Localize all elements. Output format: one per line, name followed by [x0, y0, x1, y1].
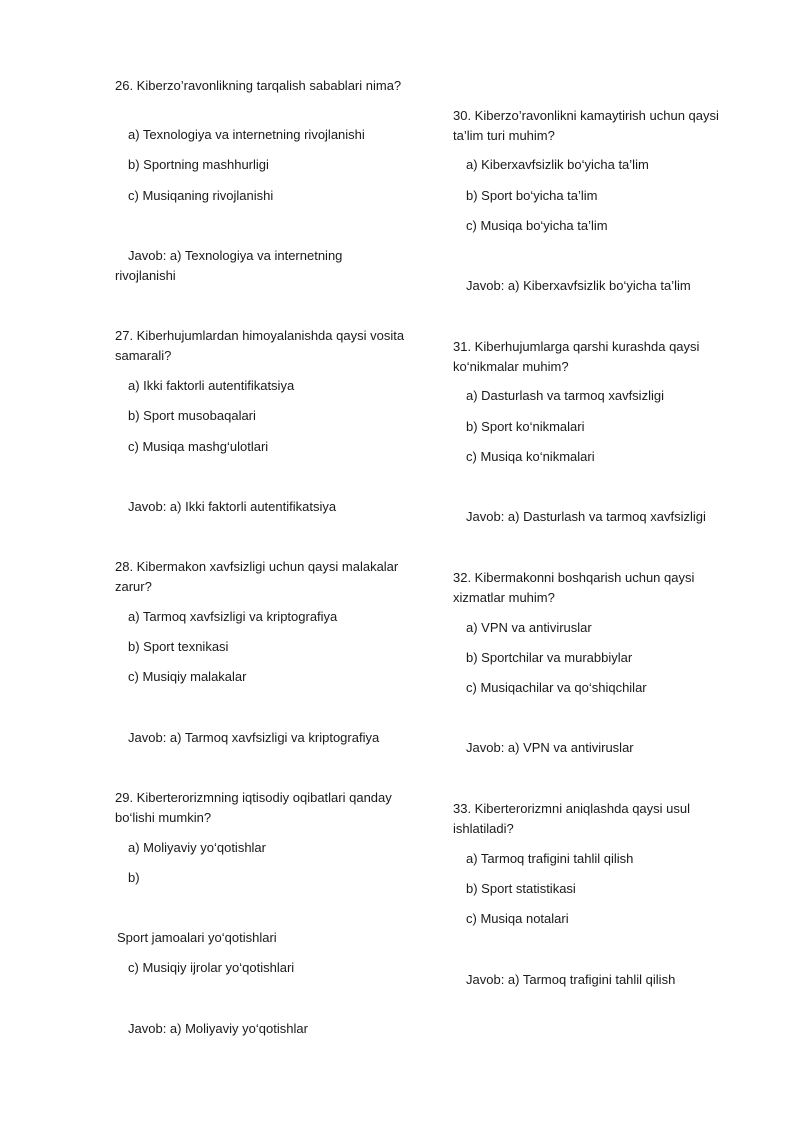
option-32-b: b) Sportchilar va murabbiylar [466, 650, 633, 665]
option-33-b: b) Sport statistikasi [466, 881, 576, 896]
question-31: 31. Kiberhujumlarga qarshi kurashda qaysi ko‘nikmalar muhim? [453, 339, 700, 374]
answer-26-line2: rivojlanishi [115, 268, 176, 283]
option-32-c: c) Musiqachilar va qo‘shiqchilar [466, 680, 647, 695]
option-29-a: a) Moliyaviy yo‘qotishlar [128, 840, 266, 855]
answer-28: Javob: a) Tarmoq xavfsizligi va kriptografiya [128, 730, 380, 745]
option-29-b: b) [128, 870, 140, 885]
answer-27: Javob: a) Ikki faktorli autentifikatsiya [128, 499, 337, 514]
option-30-b: b) Sport bo‘yicha ta’lim [466, 188, 598, 203]
question-26: 26. Kiberzo’ravonlikning tarqalish sabablari nima? [115, 78, 402, 93]
answer-33: Javob: a) Tarmoq trafigini tahlil qilish [466, 972, 676, 987]
answer-29: Javob: a) Moliyaviy yo‘qotishlar [128, 1021, 308, 1036]
option-33-c: c) Musiqa notalari [466, 911, 569, 926]
option-26-c: c) Musiqaning rivojlanishi [128, 188, 274, 203]
question-28: 28. Kibermakon xavfsizligi uchun qaysi malakalar zarur? [115, 559, 399, 594]
option-28-b: b) Sport texnikasi [128, 639, 229, 654]
option-27-c: c) Musiqa mashg‘ulotlari [128, 439, 269, 454]
option-29-c: c) Musiqiy ijrolar yo‘qotishlari [128, 960, 295, 975]
option-26-b: b) Sportning mashhurligi [128, 157, 269, 172]
answer-31: Javob: a) Dasturlash va tarmoq xavfsizligi [466, 509, 706, 524]
option-31-c: c) Musiqa ko‘nikmalari [466, 449, 595, 464]
option-27-b: b) Sport musobaqalari [128, 408, 256, 423]
option-32-a: a) VPN va antiviruslar [466, 620, 592, 635]
option-30-c: c) Musiqa bo‘yicha ta’lim [466, 218, 608, 233]
question-27: 27. Kiberhujumlardan himoyalanishda qaysi vosita samarali? [115, 328, 405, 363]
question-33: 33. Kiberterorizmni aniqlashda qaysi usul ishlatiladi? [453, 801, 691, 836]
question-30: 30. Kiberzo’ravonlikni kamaytirish uchun qaysi ta’lim turi muhim? [453, 108, 719, 143]
option-33-a: a) Tarmoq trafigini tahlil qilish [466, 851, 634, 866]
option-29-b-text: Sport jamoalari yo‘qotishlari [117, 930, 277, 945]
option-28-c: c) Musiqiy malakalar [128, 669, 247, 684]
option-31-b: b) Sport ko‘nikmalari [466, 419, 585, 434]
question-32: 32. Kibermakonni boshqarish uchun qaysi xizmatlar muhim? [453, 570, 695, 605]
option-31-a: a) Dasturlash va tarmoq xavfsizligi [466, 388, 664, 403]
option-28-a: a) Tarmoq xavfsizligi va kriptografiya [128, 609, 338, 624]
answer-26-line1: Javob: a) Texnologiya va internetning [128, 248, 343, 263]
question-29: 29. Kiberterorizmning iqtisodiy oqibatlari qanday bo‘lishi mumkin? [115, 790, 392, 825]
answer-30: Javob: a) Kiberxavfsizlik bo‘yicha ta’lim [466, 278, 691, 293]
option-26-a: a) Texnologiya va internetning rivojlanishi [128, 127, 365, 142]
option-27-a: a) Ikki faktorli autentifikatsiya [128, 378, 295, 393]
answer-32: Javob: a) VPN va antiviruslar [466, 740, 634, 755]
option-30-a: a) Kiberxavfsizlik bo‘yicha ta’lim [466, 157, 649, 172]
